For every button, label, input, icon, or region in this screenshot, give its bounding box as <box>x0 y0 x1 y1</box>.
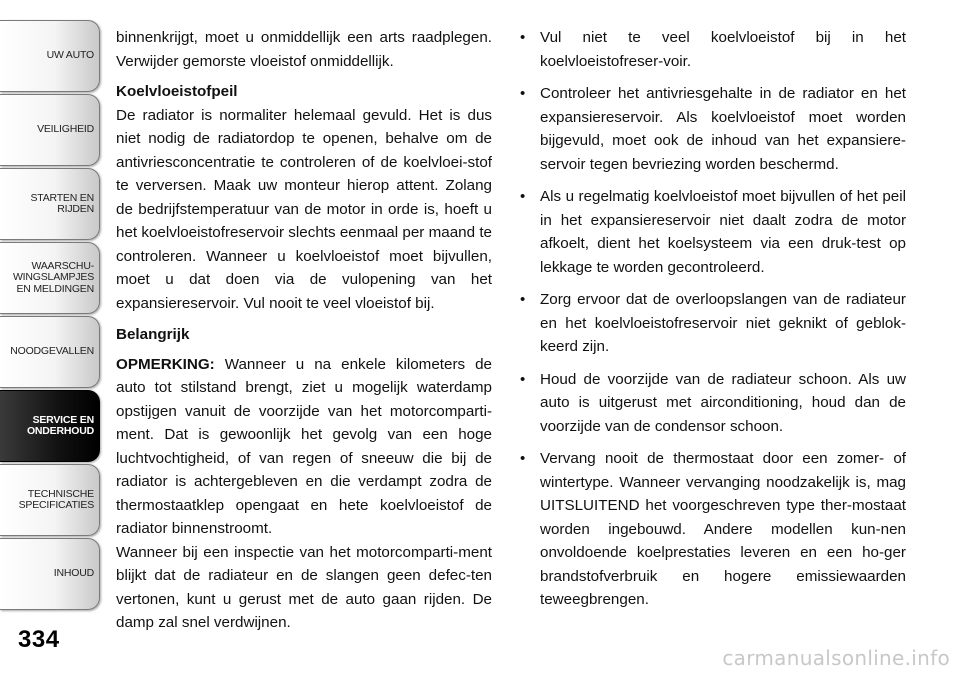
tab-uw-auto[interactable] <box>0 20 100 92</box>
list-item: • Houd de voorzijde van de radiateur schoon. Als uw auto is uitgerust met airconditioning, houd dan de voorzijde van de condensor schoon. <box>514 368 906 439</box>
tab-starten-en-rijden[interactable] <box>0 168 100 240</box>
tab-noodgevallen[interactable] <box>0 316 100 388</box>
body-paragraph: De radiator is normaliter helemaal gevuld. Het is dus niet nodig de radiatordop te openen, behalve om de antivriesconcentratie te controleren of de koelvloei-stof te verversen. Maak uw monteur hierop attent. Zolang de bedrijfstemperatuur van de motor in orde is, hoeft u het koelvloeistofreservoir slechts eenmaal per maand te controleren. Wanneer u koelvloeistof moet bijvullen, moet u dat doen via de vulopening van het expansiereservoir. Vul nooit te veel vloeistof bij. <box>116 106 492 312</box>
tab-technische-specificaties[interactable] <box>0 464 100 536</box>
bullet-icon: • <box>520 85 526 102</box>
note-text: Wanneer u na enkele kilometers de auto tot stilstand brengt, ziet u mogelijk waterdamp opstijgen vanuit de voorzijde van het motorcomparti-ment. Dat is gewoonlijk het gevolg van een hoge luchtvochtigheid, of van regen of sneeuw die bij de radiator is achtergebleven en die verdampt zodra de thermostaatklep opengaat en hete koelvloeistof de radiator binnenstroomt. <box>116 355 492 537</box>
bullet-icon: • <box>520 291 526 308</box>
note-label: OPMERKING: <box>116 355 215 373</box>
tab-inhoud[interactable] <box>0 538 100 610</box>
list-item: • Zorg ervoor dat de overloopslangen van de radiateur en het koelvloeistofreservoir niet geknikt of geblok-keerd zijn. <box>514 288 906 359</box>
tab-service-en-onderhoud[interactable] <box>0 390 100 462</box>
bullet-icon: • <box>520 370 526 388</box>
tab-label: NOODGEVALLEN <box>10 345 94 358</box>
tab-label: TECHNISCHE SPECIFICATIES <box>18 487 94 511</box>
intro-paragraph: binnenkrijgt, moet u onmiddellijk een arts raadplegen. Verwijder gemorste vloeistof onmiddellijk. <box>116 29 492 70</box>
list-item: • Vul niet te veel koelvloeistof bij in het koelvloeistofreser-voir. <box>514 26 906 73</box>
tab-label: WAARSCHU- WINGSLAMPJES EN MELDINGEN <box>12 259 94 295</box>
list-item: • Vervang nooit de thermostaat door een zomer- of wintertype. Wanneer vervanging noodzakelijk is, mag UITSLUITEND het voorgeschreven type ther-mostaat worden ingebouwd. Andere modellen kun-nen onvoldoende koelprestaties leveren en een ho-ger brandstofverbruik en hogere emissiewaarden teweegbrengen. <box>514 447 906 612</box>
tab-label: SERVICE EN ONDERHOUD <box>26 413 94 437</box>
right-column <box>514 26 906 621</box>
watermark: carmanualsonline.info <box>722 646 950 670</box>
list-item: • Als u regelmatig koelvloeistof moet bijvullen of het peil in het expansiereservoir niet daalt zodra de motor afkoelt, dient het koelsysteem via een druk-test op lekkage te worden gecontroleerd. <box>514 185 906 279</box>
section-heading-koelvloeistofpeil: Koelvloeistofpeil <box>116 83 238 100</box>
page-number: 334 <box>18 626 60 653</box>
bullet-list <box>514 26 906 612</box>
tab-label: VEILIGHEID <box>37 123 94 136</box>
tab-waarschuwingslampjes[interactable] <box>0 242 100 314</box>
section-heading-belangrijk: Belangrijk <box>116 326 190 343</box>
note-paragraph <box>116 353 492 541</box>
tab-veiligheid[interactable] <box>0 94 100 166</box>
tab-label: UW AUTO <box>46 49 94 62</box>
tab-label: STARTEN EN RIJDEN <box>30 191 94 215</box>
list-item: • Controleer het antivriesgehalte in de radiator en het expansiereservoir. Als koelvloeistof moet worden bijgevuld, moet ook de inhoud van het expansiere-servoir tegen bevriezing worden beschermd. <box>514 82 906 176</box>
tab-label: INHOUD <box>53 567 94 580</box>
bullet-icon: • <box>520 450 526 467</box>
bullet-icon: • <box>520 188 526 205</box>
body-paragraph-2: Wanneer bij een inspectie van het motorcomparti-ment blijkt dat de radiateur en de slangen geen defec-ten vertonen, kunt u gerust met de auto gaan rijden. De damp zal snel verdwijnen. <box>116 543 492 631</box>
bullet-icon: • <box>520 29 526 46</box>
left-column <box>116 26 492 635</box>
